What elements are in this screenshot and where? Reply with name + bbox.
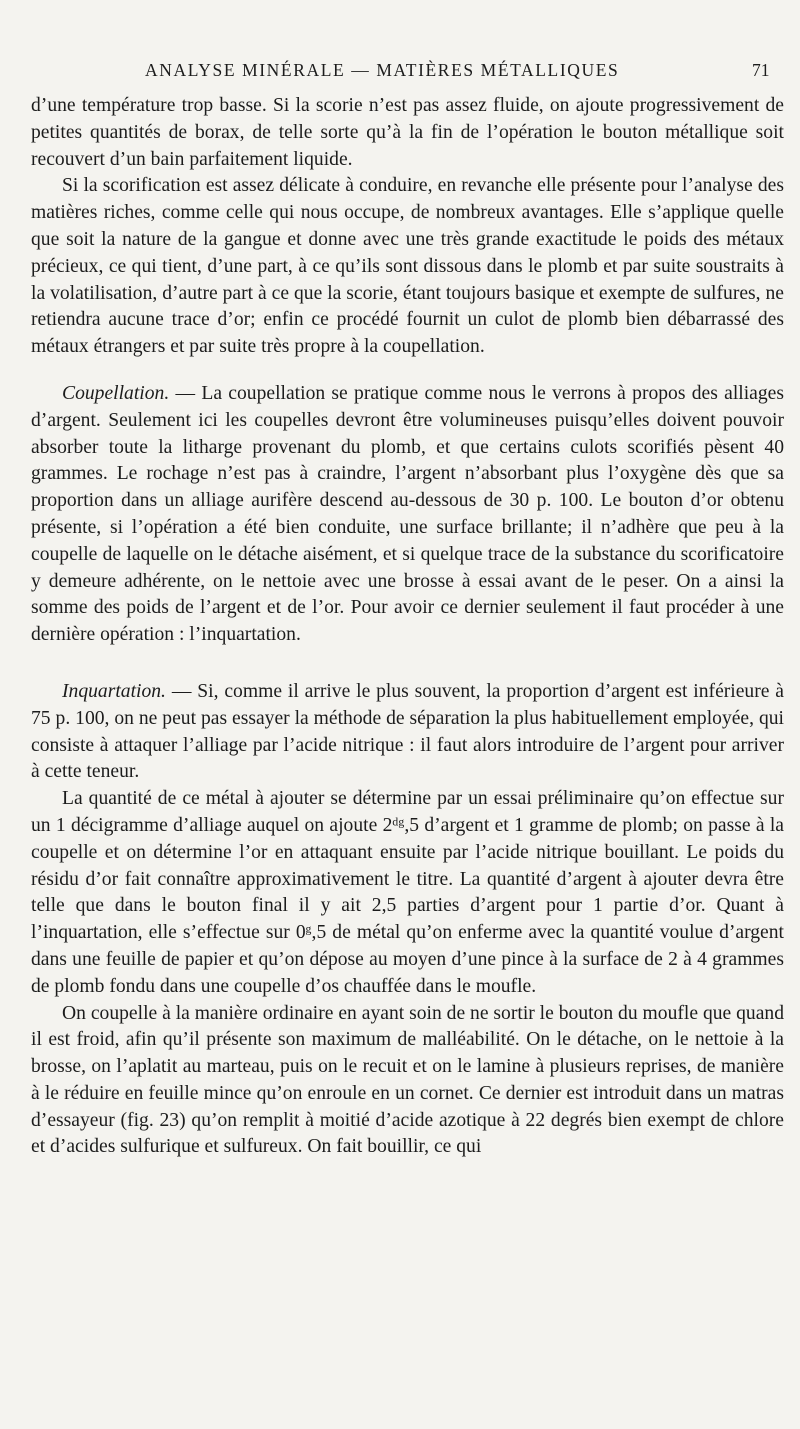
paragraph-2: Si la scorification est assez délicate à conduire, en revanche elle présente pour l’analyse des matières riches, comme celle qui nous occupe, de nombreux avantages. Elle s’applique quelle que soit la nature de la gangue et donne avec une très grande exactitude le poids des métaux précieux, ce qui tient, d’une part, à ce qu’ils sont dissous dans le plomb et par suite soustraits à la volatilisation, d’autre part à ce que la scorie, étant toujours basique et exempte de sulfures, ne retiendra aucune trace d’or; enfin ce procédé fournit un culot de plomb bien débarrassé des métaux étrangers et par suite très propre à la coupellation. <box>31 175 784 358</box>
page-header <box>0 60 800 86</box>
paragraph-5: La quantité de ce métal à ajouter se détermine par un essai préliminaire qu’on effectue sur un 1 décigramme d’alliage auquel on ajoute 2ᵈᵍ,5 d’argent et 1 gramme de plomb; on passe à la coupelle et on détermine l’or en attaquant ensuite par l’acide nitrique bouillant. Le poids du résidu d’or fait connaître approximativement le titre. La quantité d’argent à ajouter devra être telle que dans le bouton final il y ait 2,5 parties d’argent pour 1 partie d’or. Quant à l’inquartation, elle s’effectue sur 0ᵍ,5 de métal qu’on enferme avec la quantité voulue d’argent dans une feuille de papier et qu’on dépose au moyen d’une pince à la surface de 2 à 4 grammes de plomb fondu dans une coupelle d’os chauffée dans le moufle. <box>31 788 784 997</box>
paragraph-6: On coupelle à la manière ordinaire en ayant soin de ne sortir le bouton du moufle que quand il est froid, afin qu’il présente son maximum de malléabilité. On le détache, on le nettoie à la brosse, on l’aplatit au marteau, puis on le recuit et on le lamine à plusieurs reprises, de manière à le réduire en feuille mince qu’on enroule en un cornet. Ce dernier est introduit dans un matras d’essayeur (fig. 23) qu’on remplit à moitié d’acide azotique à 22 degrés bien exempt de chlore et d’acides sulfurique et sulfureux. On fait bouillir, ce qui <box>31 1002 785 1158</box>
paragraph-coupellation <box>31 381 784 649</box>
paragraph-inquartation-text: — Si, comme il arrive le plus souvent, la proportion d’argent est inférieure à 75 p. 100, on ne peut pas essayer la méthode de séparation la plus habituellement employée, qui consiste à attaquer l’alliage par l’acide nitrique : il faut alors introduire de l’argent pour arriver à cette teneur. <box>31 680 784 783</box>
body-text <box>31 93 784 1161</box>
page-number: 71 <box>752 60 770 80</box>
paragraph-inquartation <box>31 679 784 786</box>
paragraph-coupellation-text: — La coupellation se pratique comme nous le verrons à propos des alliages d’argent. Seulement ici les coupelles devront être volumineuses puisqu’elles doivent pouvoir absorber toute la litharge provenant du plomb, et que certains culots scorifiés pèsent 40 grammes. Le rochage n’est pas à craindre, l’argent n’absorbant plus l’oxygène dès que sa proportion dans un alliage aurifère descend au-dessous de 30 p. 100. Le bouton d’or obtenu présente, si l’opération a été bien conduite, une surface brillante; il n’adhère que peu à la coupelle de laquelle on le détache aisément, et si quelque trace de la substance du scorificatoire y demeure adhérente, on le nettoie avec une brosse à essai avant de le peser. On a ainsi la somme des poids de l’argent et de l’or. Pour avoir ce dernier seulement il faut procéder à une dernière opération : l’inquartation. <box>31 382 784 646</box>
section-heading-inquartation: Inquartation. <box>62 680 166 702</box>
section-heading-coupellation: Coupellation. <box>62 382 170 404</box>
paragraph-1: d’une température trop basse. Si la scorie n’est pas assez fluide, on ajoute progressivement de petites quantités de borax, de telle sorte qu’à la fin de l’opération le bouton métallique soit recouvert d’un bain parfaitement liquide. <box>31 95 784 170</box>
running-head: ANALYSE MINÉRALE — MATIÈRES MÉTALLIQUES <box>145 60 620 80</box>
